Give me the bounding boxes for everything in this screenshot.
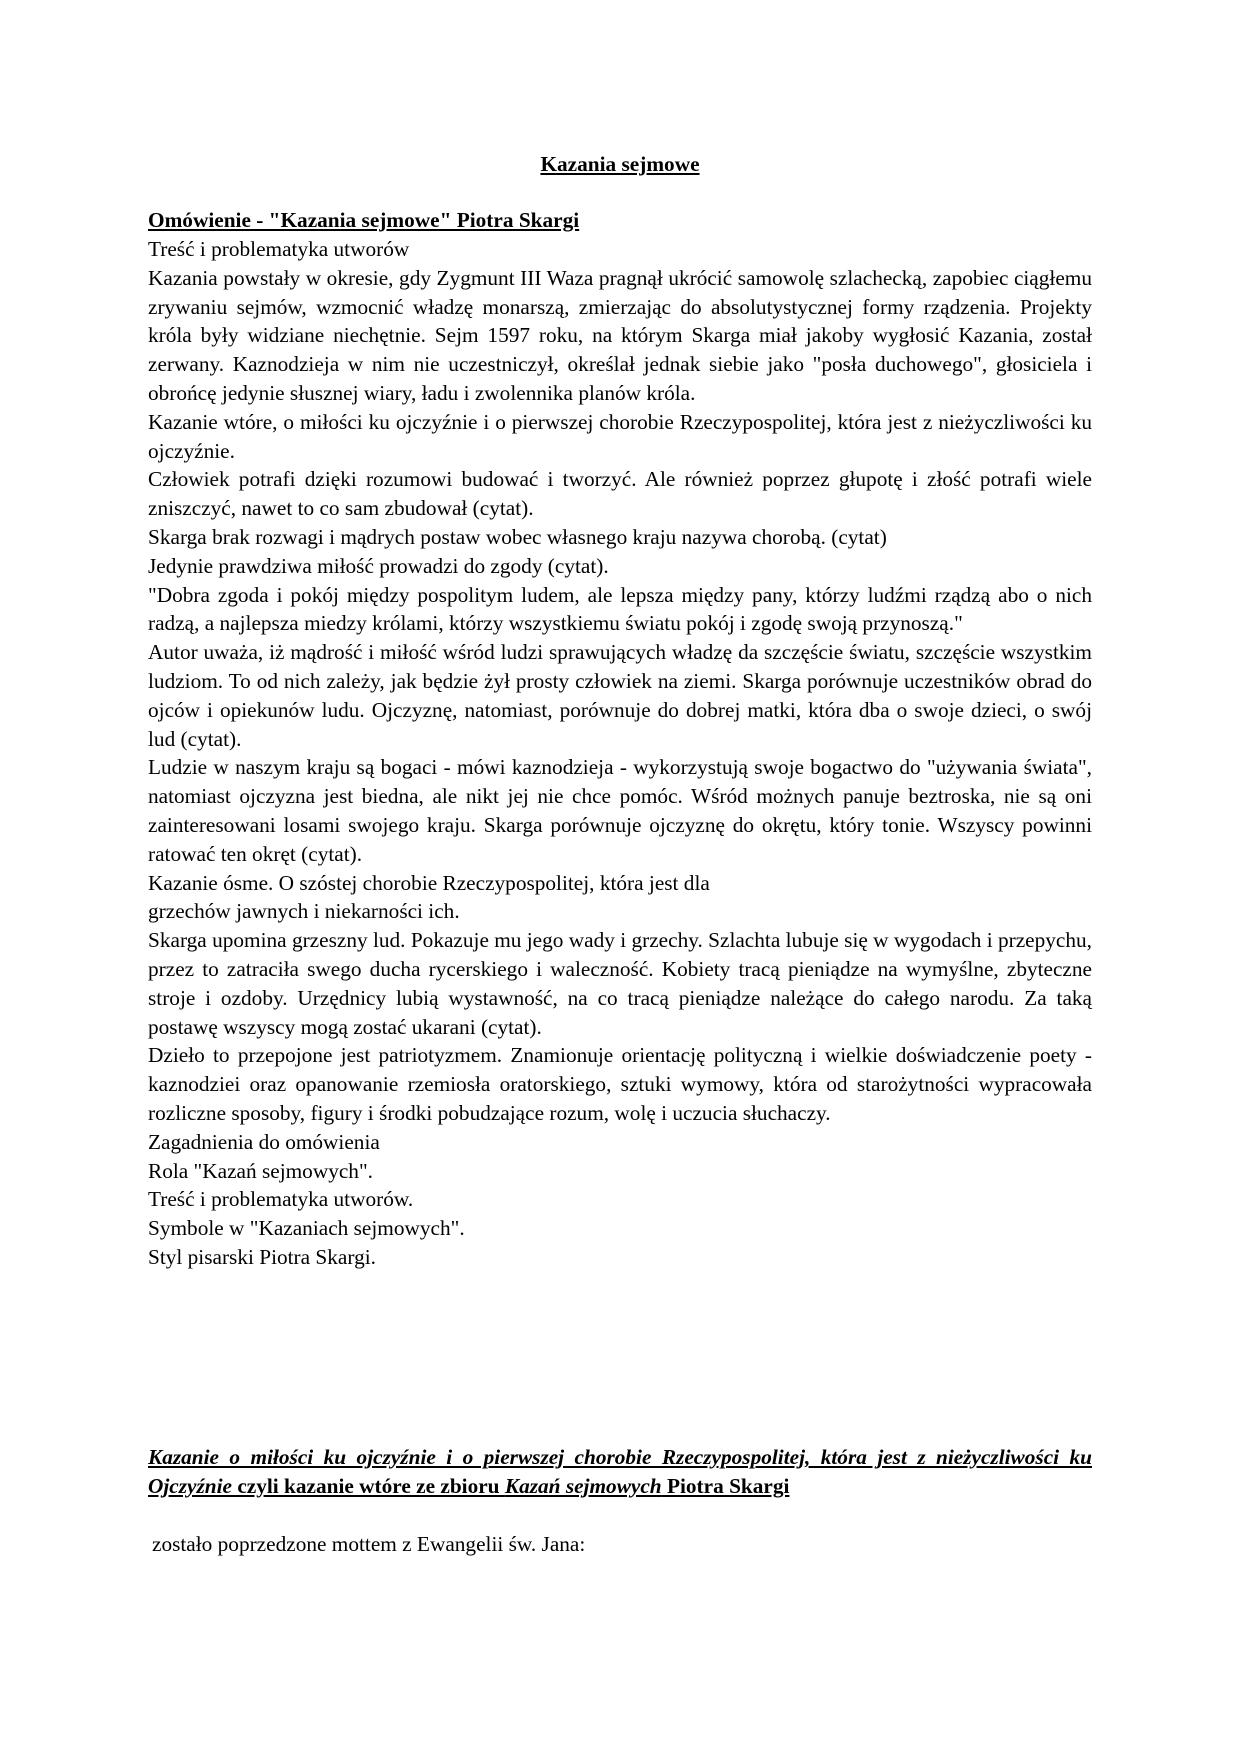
section-heading [148,1443,1092,1501]
paragraph: grzechów jawnych i niekarności ich. [148,899,460,924]
paragraph: Człowiek potrafi dzięki rozumowi budować i tworzyć. Ale również poprzez głupotę i złość potrafi wiele zniszczyć, nawet to co sam zbudował (cytat). [148,467,1092,521]
paragraph: Kazanie wtóre, o miłości ku ojczyźnie i o pierwszej chorobie Rzeczypospolitej, która jest z nieżyczliwości ku ojczyźnie. [148,409,1092,463]
document-subtitle: Omówienie - "Kazania sejmowe" Piotra Skargi [148,208,580,232]
list-item: Styl pisarski Piotra Skargi. [148,1244,376,1269]
section-heading-text: czyli kazanie wtóre ze zbioru [232,1473,505,1498]
section-heading-italic: Kazanie o miłości ku ojczyźnie i o pierwszej chorobie Rzeczypospolitej, która jest z nieżyczliwości ku Ojczyźnie [148,1445,1092,1498]
list-heading: Zagadnienia do omówienia [148,1129,380,1154]
section-heading-author: Piotra Skargi [661,1473,790,1498]
paragraph: Dzieło to przepojone jest patriotyzmem. Znamionuje orientację polityczną i wielkie doświadczenie poety - kaznodziei oraz opanowanie rzemiosła oratorskiego, sztuki wymowy, która od starożytności wypracowała rozliczne sposoby, figury i środki pobudzające rozum, wolę i uczucia słuchaczy. [148,1043,1092,1125]
paragraph: Autor uważa, iż mądrość i miłość wśród ludzi sprawujących władzę da szczęście światu, szczęście wszystkim ludziom. To od nich zależy, jak będzie żył prosty człowiek na ziemi. Skarga porównuje uczestników obrad do ojców i opiekunów ludu. Ojczyznę, natomiast, porównuje do dobrej matki, która dba o swoje dzieci, o swój lud (cytat). [148,640,1092,751]
section-heading-book-title: Kazań sejmowych [504,1473,662,1498]
quote-paragraph: "Dobra zgoda i pokój między pospolitym ludem, ale lepsza między pany, którzy ludźmi rządzą abo o nich radzą, a najlepsza miedzy królami, którzy wszystkiemu światu pokój i zgodę swoją przynoszą." [148,582,1092,636]
body-text [148,235,1092,1272]
list-item: Rola "Kazań sejmowych". [148,1158,373,1183]
paragraph: Kazanie ósme. O szóstej chorobie Rzeczypospolitej, która jest dla [148,870,710,895]
intro-line: zostało poprzedzone mottem z Ewangelii św. Jana: [152,1532,586,1556]
list-item: Symbole w "Kazaniach sejmowych". [148,1216,465,1241]
paragraph: Jedynie prawdziwa miłość prowadzi do zgody (cytat). [148,553,609,578]
paragraph: Treść i problematyka utworów [148,237,410,261]
paragraph: Skarga upomina grzeszny lud. Pokazuje mu jego wady i grzechy. Szlachta lubuje się w wygodach i przepychu, przez to zatraciła swego ducha rycerskiego i waleczność. Kobiety tracą pieniądze na wymyślne, zbyteczne stroje i ozdoby. Urzędnicy lubią wystawność, na co tracą pieniądze należące do całego narodu. Za taką postawę wszyscy mogą zostać ukarani (cytat). [148,928,1092,1039]
document-title: Kazania sejmowe [540,152,700,176]
paragraph: Ludzie w naszym kraju są bogaci - mówi kaznodzieja - wykorzystują swoje bogactwo do "używania świata", natomiast ojczyzna jest biedna, ale nikt jej nie chce pomóc. Wśród możnych panuje beztroska, nie są oni zainteresowani losami swojego kraju. Skarga porównuje ojczyznę do okrętu, który tonie. Wszyscy powinni ratować ten okręt (cytat). [148,755,1092,866]
paragraph: Skarga brak rozwagi i mądrych postaw wobec własnego kraju nazywa chorobą. (cytat) [148,524,887,549]
paragraph: Kazania powstały w okresie, gdy Zygmunt III Waza pragnął ukrócić samowolę szlachecką, zapobiec ciągłemu zrywaniu sejmów, wzmocnić władzę monarszą, zmierzając do absolutystycznej formy rządzenia. Projekty króla były widziane niechętnie. Sejm 1597 roku, na którym Skarga miał jakoby wygłosić Kazania, został zerwany. Kaznodzieja w nim nie uczestniczył, określał jednak siebie jako "posła duchowego", głosiciela i obrońcę jedynie słusznej wiary, ładu i zwolennika planów króla. [148,265,1092,405]
list-item: Treść i problematyka utworów. [148,1187,414,1212]
